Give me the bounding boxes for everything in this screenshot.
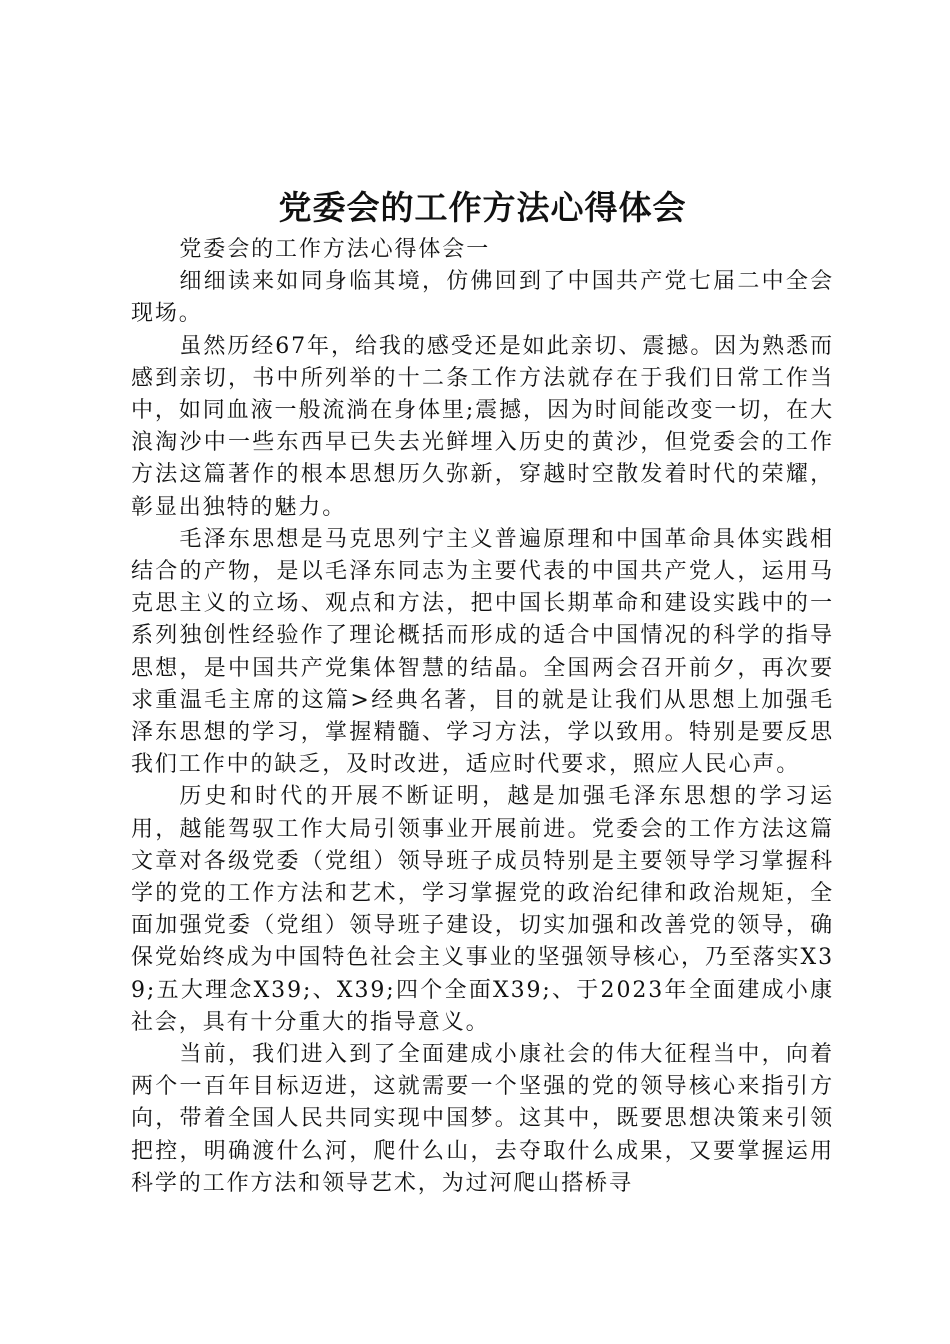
document-page <box>131 186 834 1200</box>
paragraph-5: 当前，我们进入到了全面建成小康社会的伟大征程当中，向着两个一百年目标迈进，这就需要一个坚强的党的领导核心来指引方向，带着全国人民共同实现中国梦。这其中，既要思想决策来引领把控，明确渡什么河，爬什么山，去夺取什么成果，又要掌握运用科学的工作方法和领导艺术，为过河爬山搭桥寻 <box>131 1042 834 1196</box>
paragraph-1: 细细读来如同身临其境，仿佛回到了中国共产党七届二中全会现场。 <box>131 269 834 327</box>
document-subtitle: 党委会的工作方法心得体会一 <box>179 237 491 262</box>
document-title: 党委会的工作方法心得体会 <box>278 188 687 227</box>
paragraph-4: 历史和时代的开展不断证明，越是加强毛泽东思想的学习运用，越能驾驭工作大局引领事业开展前进。党委会的工作方法这篇文章对各级党委（党组）领导班子成员特别是主要领导学习掌握科学的党的工作方法和艺术，学习掌握党的政治纪律和政治规矩，全面加强党委（党组）领导班子建设，切实加强和改善党的领导，确保党始终成为中国特色社会主义事业的坚强领导核心，乃至落实X39;五大理念X39;、X39;四个全面X39;、于2023年全面建成小康社会，具有十分重大的指导意义。 <box>131 784 834 1035</box>
paragraph-3: 毛泽东思想是马克思列宁主义普遍原理和中国革命具体实践相结合的产物，是以毛泽东同志为主要代表的中国共产党人，运用马克思主义的立场、观点和方法，把中国长期革命和建设实践中的一系列独创性经验作了理论概括而形成的适合中国情况的科学的指导思想，是中国共产党集体智慧的结晶。全国两会召开前夕，再次要求重温毛主席的这篇>经典名著，目的就是让我们从思想上加强毛泽东思想的学习，掌握精髓、学习方法，学以致用。特别是要反思我们工作中的缺乏，及时改进，适应时代要求，照应人民心声。 <box>131 526 834 778</box>
paragraph-2: 虽然历经67年，给我的感受还是如此亲切、震撼。因为熟悉而感到亲切，书中所列举的十二条工作方法就存在于我们日常工作当中，如同血液一般流淌在身体里;震撼，因为时间能改变一切，在大浪淘沙中一些东西早已失去光鲜埋入历史的黄沙，但党委会的工作方法这篇著作的根本思想历久弥新，穿越时空散发着时代的荣耀，彰显出独特的魅力。 <box>131 333 834 520</box>
